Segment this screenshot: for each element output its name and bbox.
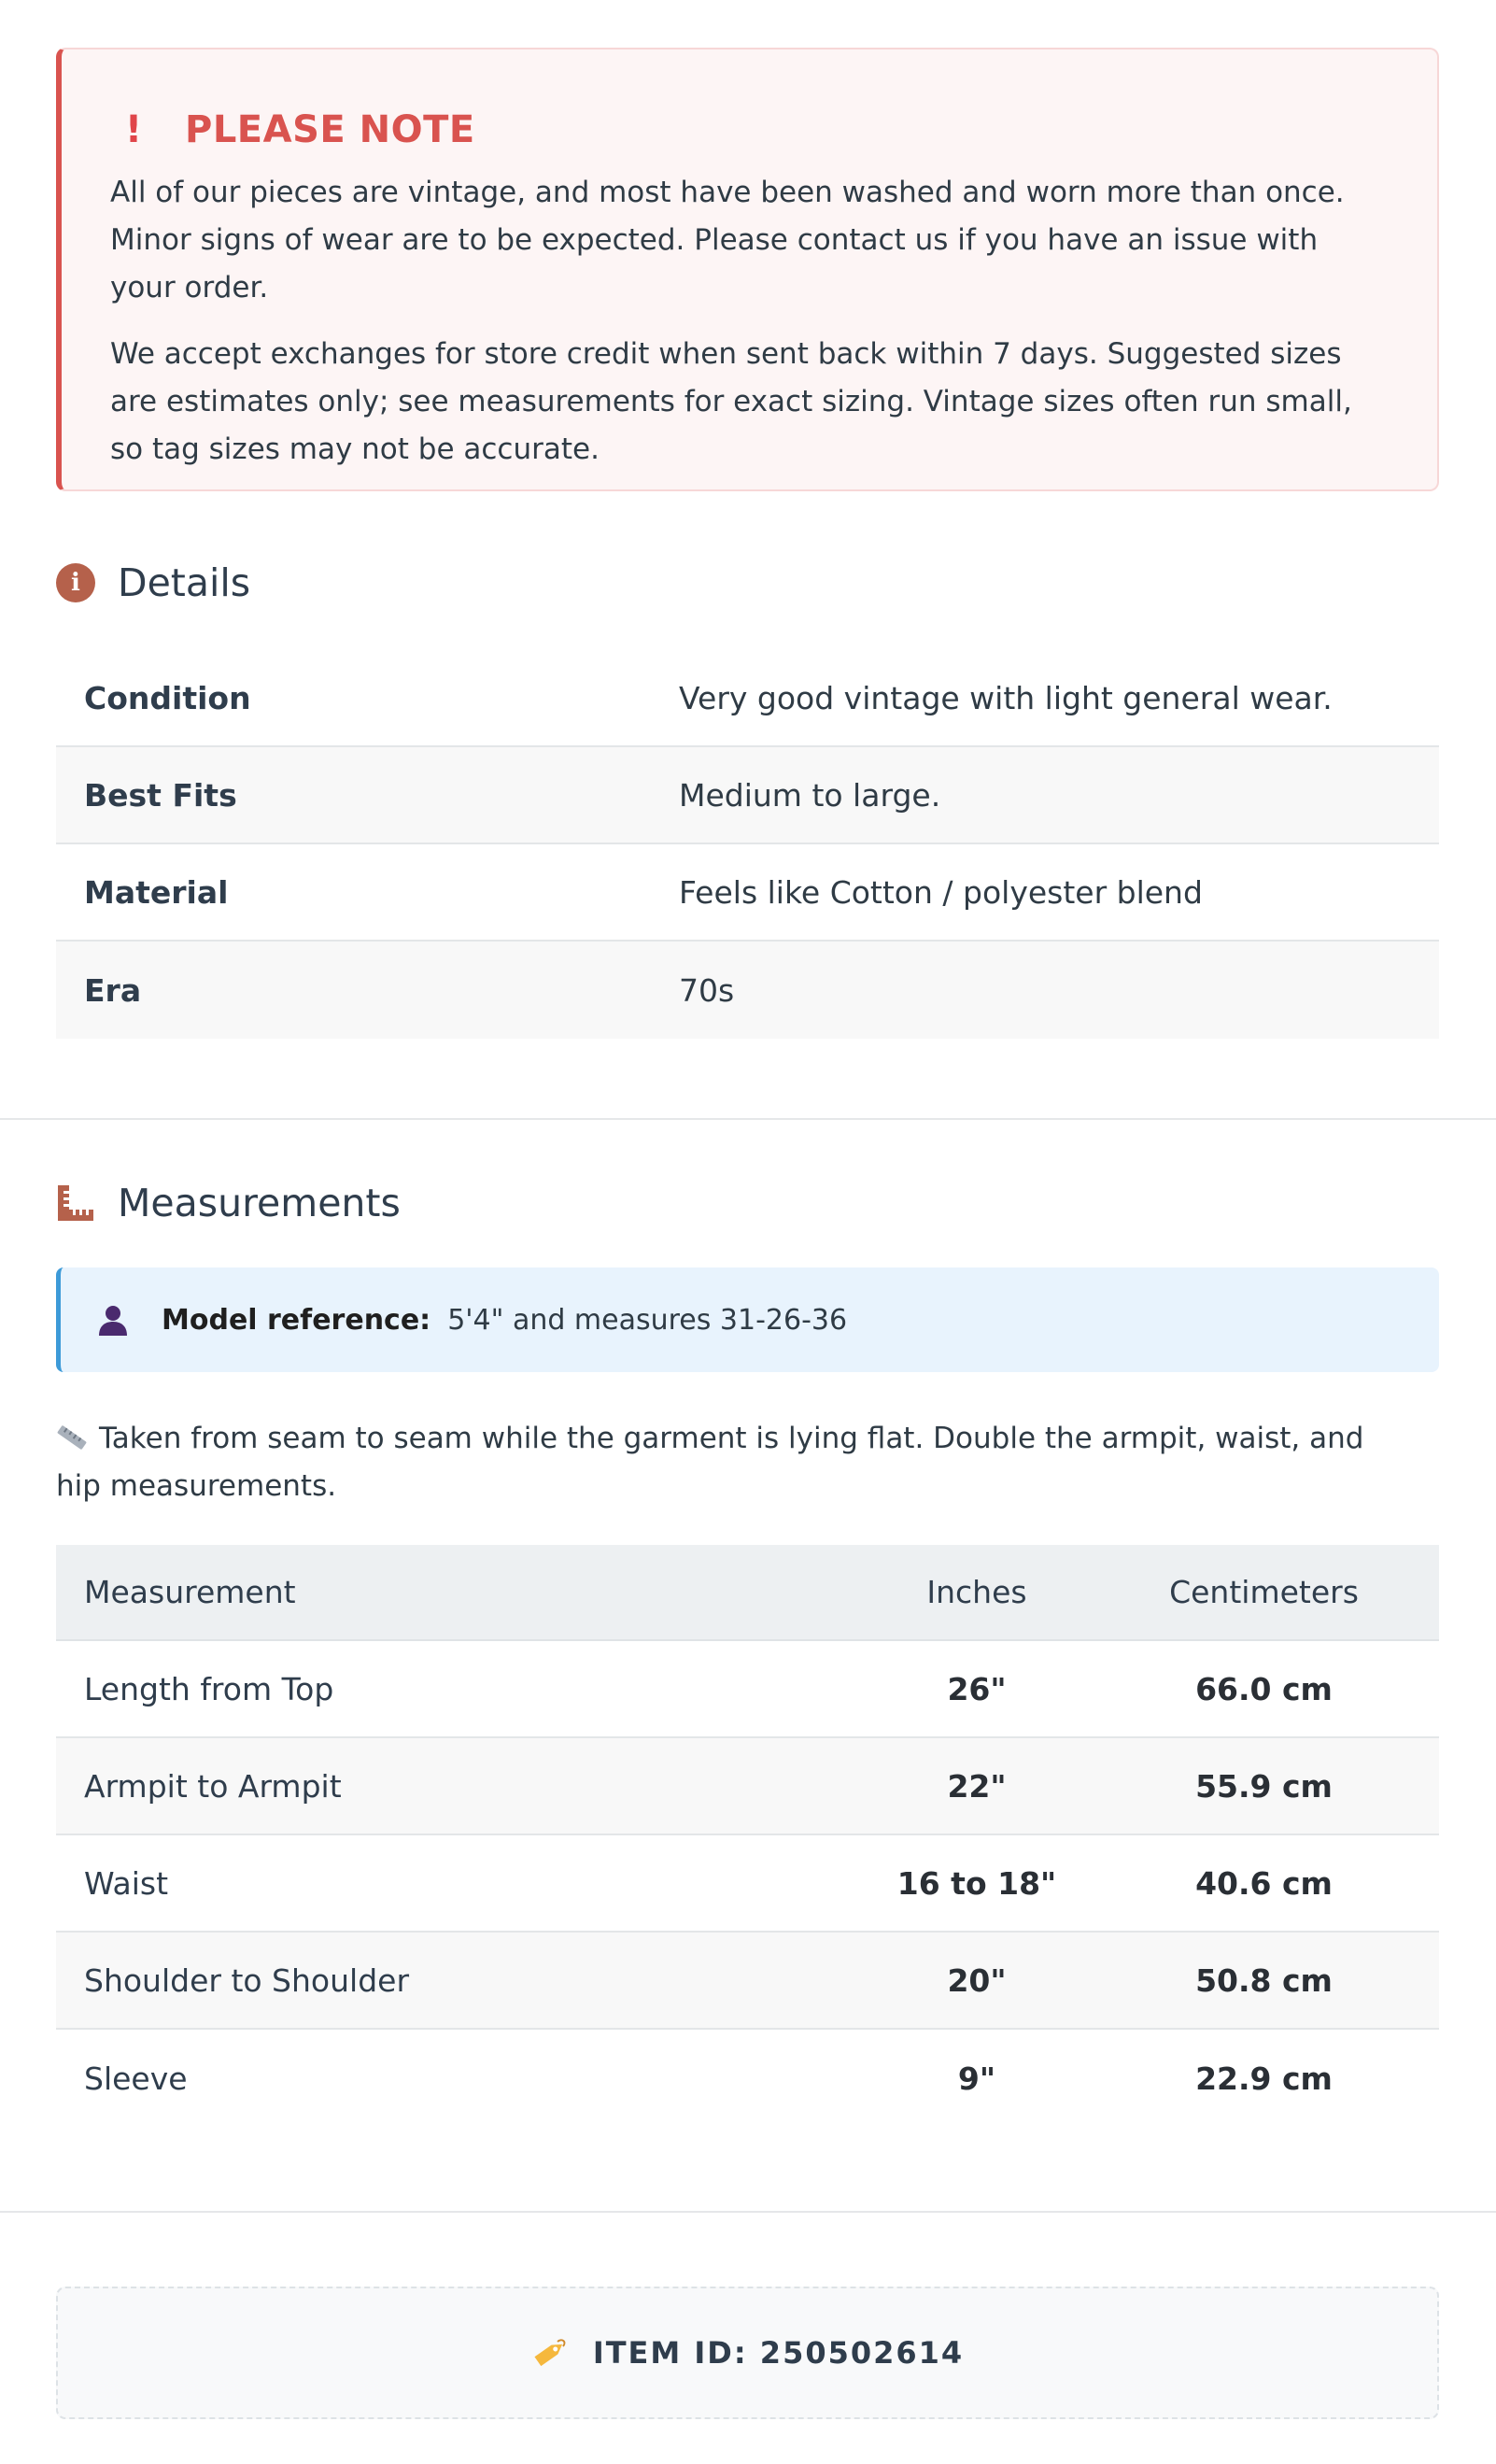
details-row-material bbox=[56, 844, 1439, 942]
measurement-name: Shoulder to Shoulder bbox=[84, 1961, 410, 1999]
please-note-box bbox=[56, 48, 1439, 491]
measurement-name: Armpit to Armpit bbox=[84, 1767, 342, 1805]
section-divider bbox=[0, 1118, 1496, 1120]
measurement-cm: 40.6 cm bbox=[1195, 1864, 1333, 1902]
details-title: Details bbox=[118, 560, 251, 605]
measurements-heading bbox=[56, 1181, 401, 1225]
item-id-text: ITEM ID: 250502614 bbox=[592, 2335, 965, 2371]
person-icon bbox=[96, 1303, 130, 1337]
straight-ruler-icon bbox=[56, 1424, 88, 1451]
tag-icon bbox=[531, 2334, 569, 2372]
info-icon: i bbox=[56, 563, 95, 602]
table-row bbox=[56, 1738, 1439, 1835]
measurement-cm: 22.9 cm bbox=[1195, 2060, 1333, 2097]
measurement-cm: 55.9 cm bbox=[1195, 1767, 1333, 1805]
details-row-condition bbox=[56, 650, 1439, 747]
model-reference-box bbox=[56, 1267, 1439, 1372]
details-row-best-fits bbox=[56, 747, 1439, 844]
measurements-table bbox=[56, 1545, 1439, 2127]
details-row-era bbox=[56, 942, 1439, 1039]
notice-title: PLEASE NOTE bbox=[185, 108, 475, 151]
measurement-note bbox=[56, 1415, 1401, 1510]
details-label: Condition bbox=[84, 679, 251, 716]
details-label: Era bbox=[84, 971, 142, 1009]
column-header-measurement: Measurement bbox=[84, 1574, 296, 1610]
model-reference-value: 5'4" and measures 31-26-36 bbox=[447, 1303, 848, 1337]
table-row bbox=[56, 2030, 1439, 2127]
details-label: Material bbox=[84, 873, 229, 911]
table-row bbox=[56, 1933, 1439, 2030]
measurement-inches: 20" bbox=[947, 1961, 1007, 1999]
measurement-inches: 9" bbox=[957, 2060, 996, 2097]
measurement-inches: 16 to 18" bbox=[896, 1864, 1057, 1902]
details-value: Very good vintage with light general wear. bbox=[679, 679, 1333, 716]
model-reference-label: Model reference: bbox=[162, 1303, 431, 1337]
details-label: Best Fits bbox=[84, 776, 237, 814]
measurements-table-header bbox=[56, 1545, 1439, 1641]
item-id-box bbox=[56, 2287, 1439, 2419]
measurements-title: Measurements bbox=[118, 1181, 401, 1225]
measurement-name: Length from Top bbox=[84, 1670, 334, 1707]
measurement-cm: 66.0 cm bbox=[1195, 1670, 1333, 1707]
measurement-name: Sleeve bbox=[84, 2060, 188, 2097]
details-table bbox=[56, 650, 1439, 1039]
details-value: Feels like Cotton / polyester blend bbox=[679, 873, 1203, 911]
notice-paragraph-exchanges: We accept exchanges for store credit when sent back within 7 days. Suggested sizes are estimates only; see measurements for exact sizing. Vintage sizes often run small, so tag sizes may not be accurate. bbox=[110, 337, 1352, 466]
section-divider bbox=[0, 2211, 1496, 2213]
table-row bbox=[56, 1835, 1439, 1933]
column-header-inches: Inches bbox=[926, 1574, 1027, 1610]
column-header-centimeters: Centimeters bbox=[1169, 1574, 1359, 1610]
measurement-note-text: Taken from seam to seam while the garment is lying flat. Double the armpit, waist, and hip measurements. bbox=[56, 1422, 1364, 1503]
table-row bbox=[56, 1641, 1439, 1738]
measurement-cm: 50.8 cm bbox=[1195, 1961, 1333, 1999]
notice-header bbox=[110, 104, 1390, 156]
exclamation-icon: ! bbox=[124, 108, 143, 151]
details-value: 70s bbox=[679, 971, 735, 1009]
measurement-inches: 22" bbox=[947, 1767, 1007, 1805]
ruler-icon bbox=[56, 1183, 95, 1223]
details-heading bbox=[56, 560, 250, 605]
details-value: Medium to large. bbox=[679, 776, 941, 814]
measurement-inches: 26" bbox=[947, 1670, 1007, 1707]
measurement-name: Waist bbox=[84, 1864, 169, 1902]
notice-paragraph-wear: All of our pieces are vintage, and most have been washed and worn more than once. Minor signs of wear are to be expected. Please contact us if you have an issue with your order. bbox=[110, 176, 1345, 304]
